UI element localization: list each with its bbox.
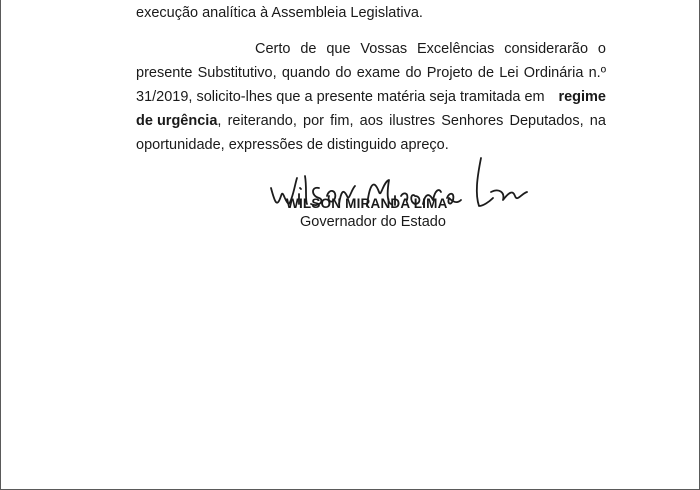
word: aos <box>359 113 384 129</box>
word: Substitutivo, <box>197 65 277 81</box>
word: por <box>303 113 324 129</box>
word <box>136 112 221 130</box>
word: Excelências <box>417 41 495 57</box>
word: Projeto <box>426 65 473 81</box>
paragraph-line-5: oportunidade, expressões de distinguido apreço. <box>136 137 449 153</box>
word: considerarão <box>504 41 589 57</box>
word: na <box>589 113 606 129</box>
word: ilustres <box>389 113 436 129</box>
paragraph-line-4 <box>136 112 606 130</box>
regime-bold-text: regime <box>558 89 606 105</box>
word: do <box>405 65 422 81</box>
word: Lei <box>499 65 519 81</box>
word: n.º <box>588 65 606 81</box>
word: reiterando, <box>227 113 297 129</box>
closing-line-text: execução analítica à Assembleia Legislativa. <box>136 5 423 21</box>
paragraph-line-3 <box>136 88 606 106</box>
punctuation: , <box>217 113 222 129</box>
paragraph-line-2 <box>136 64 606 82</box>
word: Certo <box>255 41 291 57</box>
word: Vossas <box>360 41 408 57</box>
word: quando <box>281 65 331 81</box>
signatory-role: Governador do Estado <box>300 214 446 230</box>
word: exame <box>356 65 401 81</box>
word: Ordinária <box>523 65 584 81</box>
paragraph-line-1 <box>255 40 606 58</box>
word: de <box>477 65 495 81</box>
signatory-name: WILSON MIRANDA LIMA <box>286 196 448 211</box>
word: Senhores <box>441 113 504 129</box>
word: do <box>335 65 352 81</box>
paragraph-line-3-text: 31/2019, solicito-lhes que a presente matéria seja tramitada em <box>136 89 545 105</box>
word: o <box>597 41 606 57</box>
word: Deputados, <box>509 113 584 129</box>
word: de <box>300 41 317 57</box>
word: presente <box>136 65 193 81</box>
urgencia-bold-text: de urgência <box>136 113 218 129</box>
word: que <box>326 41 351 57</box>
word: fim, <box>330 113 354 129</box>
